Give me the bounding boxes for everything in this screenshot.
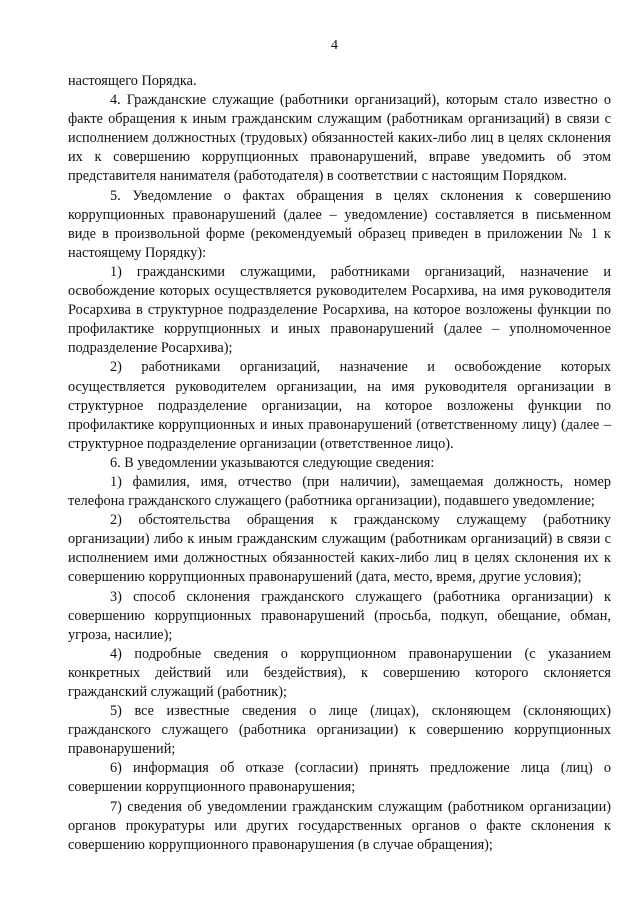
- paragraph-continuation: настоящего Порядка.: [68, 73, 197, 89]
- paragraph-item-6-3: 3) способ склонения гражданского служащего (работника организации) к совершению коррупционных правонарушений (просьба, подкуп, обещание, обман, угроза, насилие);: [68, 588, 611, 643]
- paragraph-item-5: 5. Уведомление о фактах обращения в целях склонения к совершению коррупционных правонарушений (далее – уведомление) составляется в письменном виде в произвольной форме (рекомендуемый образец приведен в приложении № 1 к настоящему Порядку):: [68, 187, 611, 261]
- paragraph-item-5-2: 2) работниками организаций, назначение и освобождение которых осуществляется руководителем организации, на имя руководителя организации в структурное подразделение организации, на которое возложены функции по профилактике коррупционных и иных правонарушений (ответственному лицу) (далее – структурное подразделение организации (ответственное лицо).: [68, 359, 611, 452]
- paragraph-item-5-1: 1) гражданскими служащими, работниками организаций, назначение и освобождение которых осуществляется руководителем Росархива, на имя руководителя Росархива в структурное подразделение Росархива, на которое возложены функции по профилактике коррупционных и иных правонарушений (далее – уполномоченное подразделение Росархива);: [68, 263, 611, 357]
- paragraph-item-6-4: 4) подробные сведения о коррупционном правонарушении (с указанием конкретных действий или бездействия), к совершению которого склоняется гражданский служащий (работник);: [68, 645, 611, 700]
- paragraph-item-6-5: 5) все известные сведения о лице (лицах), склоняющем (склоняющих) гражданского служащего (работника организации) к совершению коррупционных правонарушений;: [68, 703, 611, 758]
- paragraph-item-6-2: 2) обстоятельства обращения к гражданскому служащему (работнику организации) либо к иным гражданским служащим (работникам организаций) в связи с исполнением ими должностных обязанностей каких-либо лиц в целях склонения их к совершению коррупционных правонарушений (дата, место, время, другие условия);: [68, 512, 611, 586]
- paragraph-item-6-6: 6) информация об отказе (согласии) принять предложение лица (лиц) о совершении коррупционного правонарушения;: [68, 760, 611, 796]
- paragraph-item-6-1: 1) фамилия, имя, отчество (при наличии), замещаемая должность, номер телефона гражданского служащего (работника организации), подавшего уведомление;: [68, 473, 611, 510]
- paragraph-item-6-7: 7) сведения об уведомлении гражданским служащим (работником организации) органов прокуратуры или других государственных органов о факте склонения к совершению коррупционного правонарушения (в случае обращения);: [68, 798, 611, 853]
- page-number: 4: [331, 38, 338, 53]
- paragraph-item-6: 6. В уведомлении указываются следующие сведения:: [110, 454, 435, 471]
- paragraph-item-4: 4. Гражданские служащие (работники организаций), которым стало известно о факте обращения к иным гражданским служащим (работникам организаций) в связи с исполнением должностных (трудовых) обязанностей каких-либо лиц в целях склонения их к совершению коррупционных правонарушений, вправе уведомить об этом представителя нанимателя (работодателя) в соответствии с настоящим Порядком.: [68, 92, 611, 185]
